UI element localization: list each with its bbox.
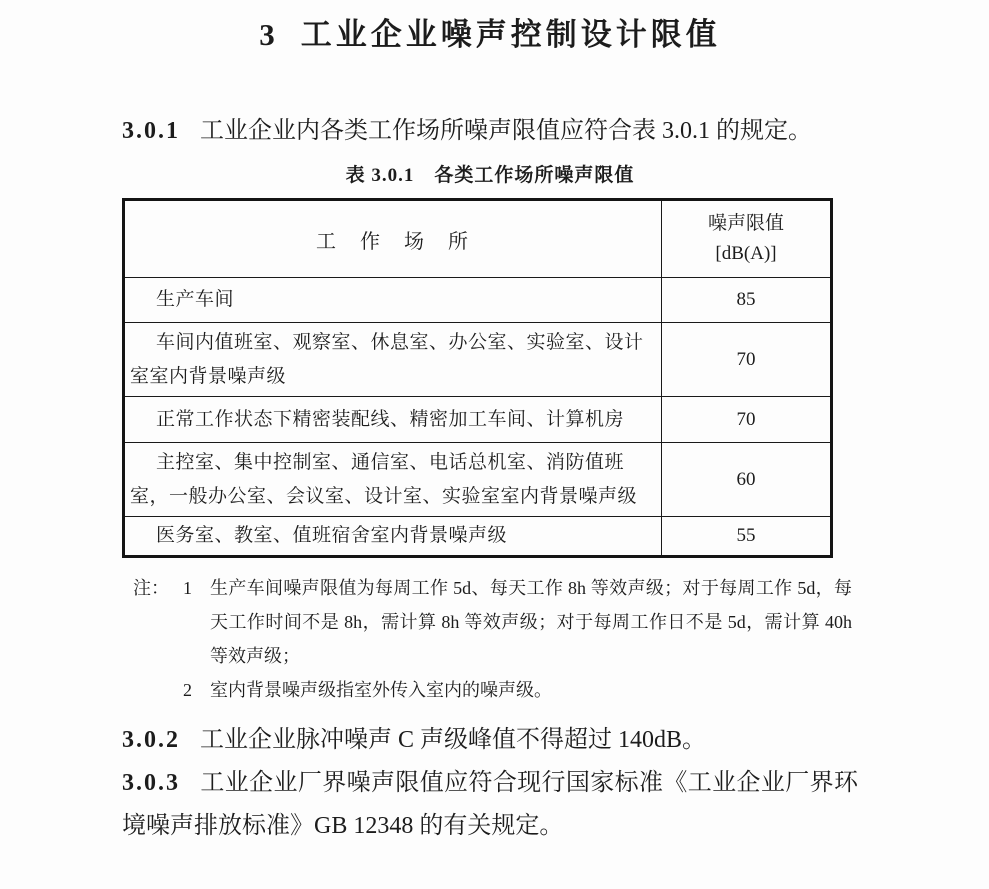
- header-noise-limit-line2: [dB(A)]: [715, 243, 777, 264]
- chapter-number: 3: [259, 17, 275, 52]
- chapter-title-text: 工业企业噪声控制设计限值: [300, 17, 721, 52]
- limit-cell: 85: [662, 278, 832, 323]
- header-noise-limit: [662, 200, 832, 278]
- clause-3-0-1: [122, 110, 858, 153]
- table-row: [124, 443, 832, 517]
- note-2-number: 2: [183, 680, 192, 700]
- chapter-title: [122, 14, 858, 56]
- table-header-row: [124, 200, 832, 278]
- workplace-cell: 医务室、教室、值班宿舍室内背景噪声级: [124, 517, 662, 557]
- clause-3-0-3: [122, 762, 858, 848]
- clause-3-0-1-text: 工业企业内各类工作场所噪声限值应符合表 3.0.1 的规定。: [200, 118, 812, 144]
- table-row: [124, 323, 832, 397]
- note-1-text: 生产车间噪声限值为每周工作 5d、每天工作 8h 等效声级；对于每周工作 5d，每天工作时间不是 8h，需计算 8h 等效声级；对于每周工作日不是 5d，需计算 40h 等效声级；: [210, 578, 852, 666]
- note-2: [133, 673, 858, 707]
- limit-cell: 70: [662, 323, 832, 397]
- table-row: [124, 278, 832, 323]
- header-noise-limit-line1: 噪声限值: [707, 213, 784, 234]
- workplace-cell: 车间内值班室、观察室、休息室、办公室、实验室、设计室室内背景噪声级: [124, 323, 662, 397]
- clause-3-0-2: [122, 719, 858, 762]
- clause-3-0-1-number: 3.0.1: [122, 118, 180, 144]
- note-1-number: 1: [183, 578, 192, 598]
- table-caption: 表 3.0.1 各类工作场所噪声限值: [345, 165, 635, 186]
- workplace-cell: 主控室、集中控制室、通信室、电话总机室、消防值班室，一般办公室、会议室、设计室、实验室室内背景噪声级: [124, 443, 662, 517]
- clause-3-0-2-number: 3.0.2: [122, 727, 180, 753]
- notes-label: 注：: [133, 578, 169, 598]
- header-workplace: 工 作 场 所: [124, 200, 662, 278]
- limit-cell: 70: [662, 397, 832, 443]
- limit-cell: 60: [662, 443, 832, 517]
- table-notes: [133, 571, 858, 707]
- clause-3-0-2-text: 工业企业脉冲噪声 C 声级峰值不得超过 140dB。: [200, 727, 707, 753]
- note-2-text: 室内背景噪声级指室外传入室内的噪声级。: [210, 680, 552, 700]
- table-row: [124, 397, 832, 443]
- clause-3-0-3-text: 工业企业厂界噪声限值应符合现行国家标准《工业企业厂界环境噪声排放标准》GB 12348 的有关规定。: [122, 770, 858, 839]
- workplace-cell: 生产车间: [124, 278, 662, 323]
- table-body: [124, 278, 832, 557]
- note-1: [133, 571, 858, 673]
- limit-cell: 55: [662, 517, 832, 557]
- table-header: [124, 200, 832, 278]
- workplace-cell: 正常工作状态下精密装配线、精密加工车间、计算机房: [124, 397, 662, 443]
- table-row: [124, 517, 832, 557]
- noise-limits-table: [122, 198, 833, 558]
- clause-3-0-3-number: 3.0.3: [122, 770, 180, 796]
